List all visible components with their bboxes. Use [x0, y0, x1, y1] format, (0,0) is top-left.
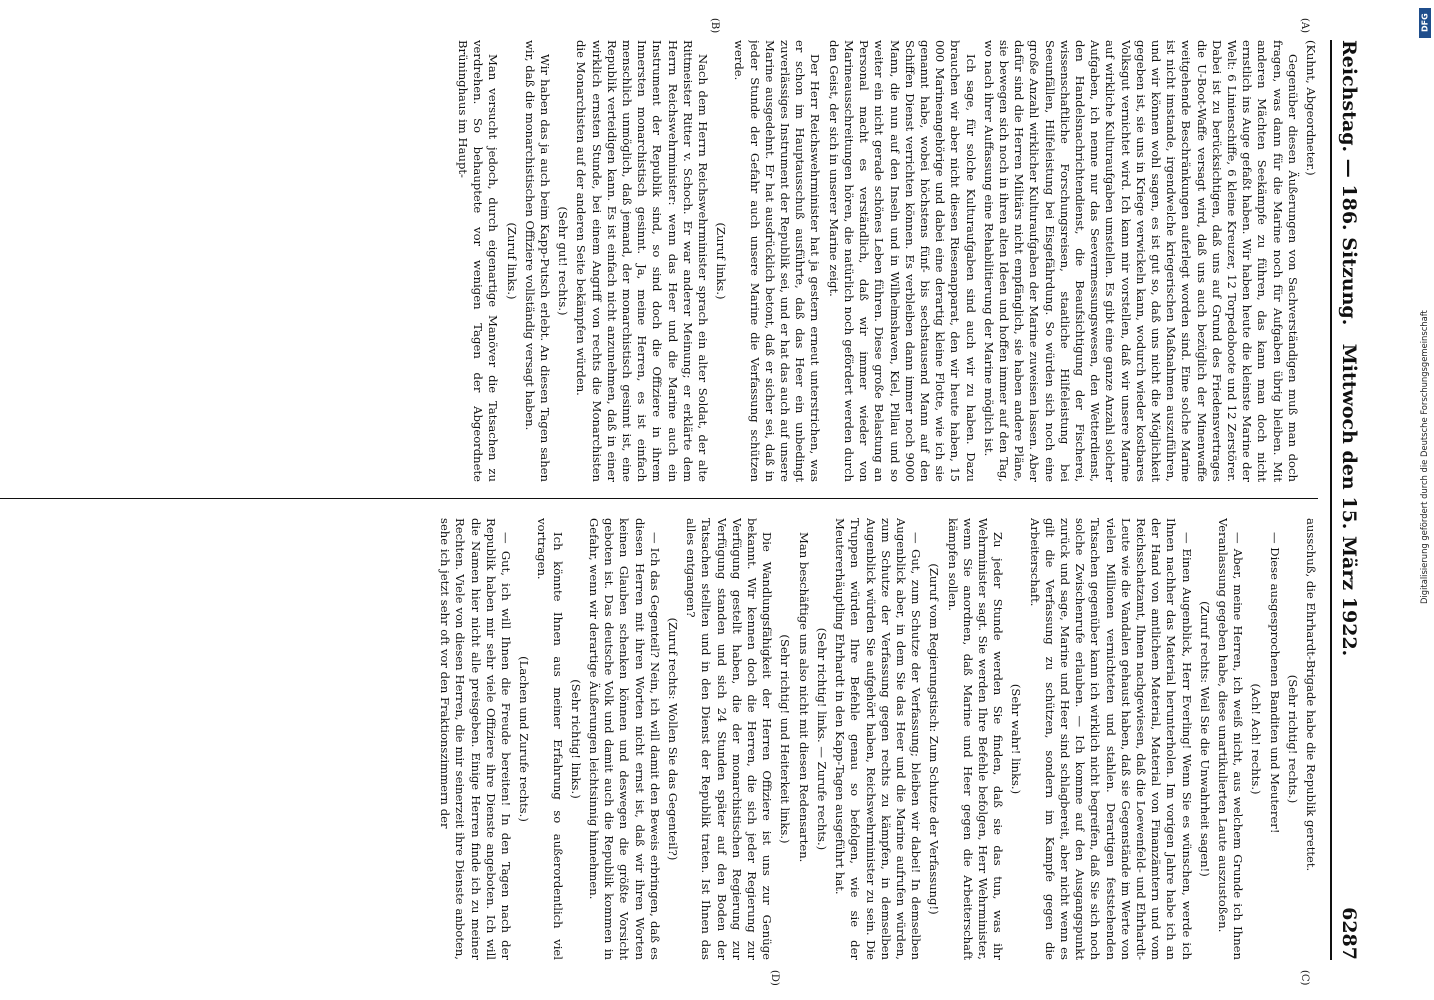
paragraph: Die Wandlungsfähigkeit der Herren Offiziere ist uns zur Genüge bekannt. Wir kennen doch die Herren, die sich jeder Regierung zur Verfügung gestellt haben, die der monarchistischen Regierung zur Verfügung standen und sich 24 Stunden später auf den Boden der Tatsachen stellten und in den Dienst der Republik traten. Ist Ihnen das alles entgangen?	[684, 518, 775, 960]
interjection: (Sehr richtig! rechts.)	[1285, 674, 1300, 804]
paragraph: — Einen Augenblick, Herr Everling! Wenn Sie es wünschen, werde ich Ihnen nachher das Material herunterholen. Im vorigen Jahre habe ich an der Hand von amtlichem Material, Material von Finanzämtern und vom Reichsschatzamt, Ihnen nachgewiesen, daß die Loewenfeld- und Ehrhardt-Leute wie die Vandalen gehaust haben, daß sie Gegenstände im Werte von vielen Millionen vernichteten und stahlen. Derartigen feststehenden Tatsachen gegenüber kann ich wirklich nicht begreifen, daß Sie sich noch solche Zwischenrufe erlauben. — Ich komme auf den Ausgangspunkt zurück und sage, Marine und Heer sind schlagbereit, aber nicht wenn es gilt die Verfassung zu schützen, sondern im Kampfe gegen die Arbeiterschaft.	[1027, 518, 1194, 960]
left-column	[0, 40, 1318, 482]
interjection: (Sehr gut! rechts.)	[556, 206, 571, 316]
paragraph: Man versucht jedoch, durch eigenartige Manöver die Tatsachen zu verdrehen. So behauptete vor wenigen Tagen der Abgeordnete Brüninghaus im Haupt-	[456, 40, 501, 482]
paragraph: Man beschäftige uns also nicht mit diesen Redensarten.	[796, 532, 811, 863]
margin-mark-c: (C)	[1299, 970, 1310, 986]
margin-mark-a: (A)	[1299, 18, 1310, 34]
paragraph: — Aber, meine Herren, ich weiß nicht, aus welchem Grunde ich Ihnen Veranlassung gegeben habe, diese unartikulierten Laute auszustoßen.	[1215, 518, 1246, 960]
interjection: (Sehr richtig! links. — Zurufe rechts.)	[814, 627, 829, 851]
header-page-number: 6287	[1338, 907, 1360, 960]
paragraph: ausschuß, die Ehrhardt-Brigade habe die Republik gerettet.	[1304, 518, 1318, 872]
margin-mark-b: (B)	[709, 18, 720, 34]
header-session: Reichstag. — 186. Sitzung.	[1338, 40, 1360, 326]
paragraph: Ich sage, für solche Kulturaufgaben sind auch wir zu haben. Dazu brauchen wir aber nicht diesen Riesenapparat, den wir heute haben, 15 000 Marineangehörige und dabei eine derartig kleine Flotte, wie ich sie genannt habe, wobei höchstens fünf- bis sechstausend Mann auf den Schiffen Dienst verrichten können. Es verbleiben dann immer noch 9000 Mann, die nun auf den Inseln und in Wilhelmshaven, Kiel, Pillau und so weiter ein nicht gerade schönes Leben führen. Diese große Belastung an Personal macht es verständlich, daß wir immer wieder von Marineausschreitungen hören, die natürlich noch gefördert werden durch den Geist, der sich in unserer Marine zeigt.	[826, 40, 978, 482]
right-column	[0, 518, 1318, 960]
paragraph: — Gut, ich will Ihnen die Freude bereiten! In den Tagen nach der Republik haben mir sehr viele Offiziere ihre Dienste angeboten. Ich will die Namen hier nicht alle preisgeben. Einige Herren finde ich zu meiner Rechten. Viele von diesen Herren, die mir seinerzeit ihre Dienste anboten, sehe ich jetzt sehr oft vor den Fraktionszimmern der	[438, 518, 514, 960]
interjection: (Zuruf links.)	[714, 222, 729, 300]
interjection: (Sehr richtig! links.)	[568, 679, 583, 799]
interjection: (Zuruf vom Regierungstisch: Zum Schutze der Verfassung!)	[927, 563, 942, 915]
paragraph: — Gut, zum Schutze der Verfassung; bleiben wir dabei! In demselben Augenblick aber, in dem Sie das Heer und die Marine aufrufen würden, zum Schutze der Verfassung gegen rechts zu kämpfen, in demselben Augenblick würden Sie aufgehört haben, Reichswehrminister zu sein. Die Truppen würden Ihre Befehle genau so befolgen, wie sie der Meutererhäuptling Ehrhardt in den Kapp-Tagen ausgeführt hat.	[833, 518, 924, 960]
header-date: Mittwoch den 15. März 1922.	[1338, 343, 1360, 657]
interjection: (Lachen und Zurufe rechts.)	[517, 656, 532, 822]
paragraph: Zu jeder Stunde werden Sie finden, daß sie das tun, was ihr Wehrminister sagt. Sie werden Ihre Befehle befolgen, Herr Wehrminister, wenn Sie anordnen, daß Marine und Heer gegen die Arbeiterschaft kämpfen sollen.	[945, 518, 1006, 960]
speaker-attribution: (Kuhnt, Abgeordneter.)	[1304, 40, 1318, 176]
paragraph: Ich könnte Ihnen aus meiner Erfahrung so außerordentlich viel vortragen.	[535, 518, 565, 960]
interjection: (Zuruf rechts: Weil Sie die Unwahrheit sagen!)	[1197, 601, 1212, 877]
paragraph: Wir haben das ja auch beim Kapp-Putsch erlebt. An diesen Tagen sahen wir, daß die monarchistischen Offiziere vollständig versagt haben.	[522, 40, 553, 482]
interjection: (Zuruf links.)	[504, 222, 519, 300]
interjection: (Sehr wahr! links.)	[1009, 683, 1024, 795]
paragraph: Der Herr Reichswehrminister hat ja gestern erneut unterstrichen, was er schon im Hauptausschuß ausführte, daß das Heer ein unbedingt zuverlässiges Instrument der Republik sei, und er hat das auch auf unsere Marine ausgedehnt. Er hat ausdrücklich betont, daß er sicher sei, daß in jeder Stunde der Gefahr auch unsere Marine die Verfassung schützen werde.	[732, 40, 823, 482]
interjection: (Ach! Ach! rechts.)	[1249, 683, 1264, 795]
interjection: (Zuruf rechts: Wollen Sie das Gegenteil?)	[666, 617, 681, 861]
margin-mark-d: (D)	[769, 970, 780, 986]
paragraph: — Diese ausgesprochenen Banditen und Meuterer!	[1267, 532, 1282, 834]
dfg-logo: DFG	[1419, 8, 1431, 38]
interjection: (Sehr richtig! und Heiterkeit links.)	[778, 634, 793, 844]
paragraph: — Ich das Gegenteil? Nein, ich will damit den Beweis erbringen, daß es diesen Herren mit ihren Worten nicht ernst ist, daß wir ihren Worten keinen Glauben schenken können und deswegen die größte Vorsicht geboten ist. Das deutsche Volk und damit auch die Republik kommen in Gefahr, wenn wir derartige Äußerungen leichtsinnig hinnehmen.	[587, 518, 662, 960]
digitization-credit: Digitalisierung gefördert durch die Deutsche Forschungsgemeinschaft	[1419, 310, 1429, 604]
paragraph: Gegenüber diesen Äußerungen von Sachverständigen muß man doch fragen, was dann für die Marine noch für Aufgaben übrig bleiben. Mit anderen Mächten Seekämpfe zu führen, das kann man doch nicht ernstlich ins Auge gefaßt haben. Wir haben heute die kleinste Marine der Welt: 6 Linienschiffe, 6 kleine Kreuzer, 12 Torpedoboote und 12 Zerstörer. Dabei ist zu berücksichtigen, daß uns auf Grund des Friedensvertrages die U-Boot-Waffe versagt wird, daß uns auch bezüglich der Minenwaffe weitgehende Beschränkungen auferlegt worden sind. Eine solche Marine ist nicht imstande, irgendwelche kriegerischen Maßnahmen auszuführen, und wir können wohl sagen, es ist gut so, daß uns nicht die Möglichkeit gegeben ist, sie uns in Kriege verwickeln kann, wodurch wieder kostbares Volksgut vernichtet wird. Ich kann mir vorstellen, daß wir unsere Marine auf wirkliche Kulturaufgaben umstellen. Es gibt eine ganze Anzahl solcher Aufgaben, ich nenne nur das Seevermessungswesen, den Wetterdienst, den Handelsnachrichtendienst, die Beaufsichtigung der Fischerei, wissenschaftliche Forschungsreisen, staatliche Hilfeleistung bei Seeunfällen, Hilfeleistung bei Eisgefährdung. So würden sich noch eine große Anzahl wirklicher Kulturaufgaben der Marine zuweisen lassen. Aber dafür sind die Herren Militärs nicht empfänglich, sie haben andere Pläne, sie bewegen sich noch in ihren alten Ideen und hoffen immer auf den Tag, wo nach ihrer Auffassung eine Rehabilitierung der Marine möglich ist.	[981, 40, 1300, 482]
column-divider	[0, 498, 1318, 499]
page-header	[1330, 40, 1362, 960]
paragraph: Nach dem Herrn Reichswehrminister sprach ein alter Soldat, der alte Rittmeister Ritter v. Schoch. Er war anderer Meinung; er erklärte dem Herrn Reichswehrminister: wenn das Heer und die Marine auch ein Instrument der Republik sind, so sind doch die Offiziere in ihrem Innersten monarchistisch gesinnt. Ja, meine Herren, es ist einfach menschlich unmöglich, daß jemand, der monarchistisch gesinnt ist, eine Republik verteidigen kann. Es ist einfach nicht anzunehmen, daß in einer wirklich ernsten Stunde, bei einem Angriff von rechts die Monarchisten die Monarchisten auf der anderen Seite bekämpfen würden.	[574, 40, 711, 482]
